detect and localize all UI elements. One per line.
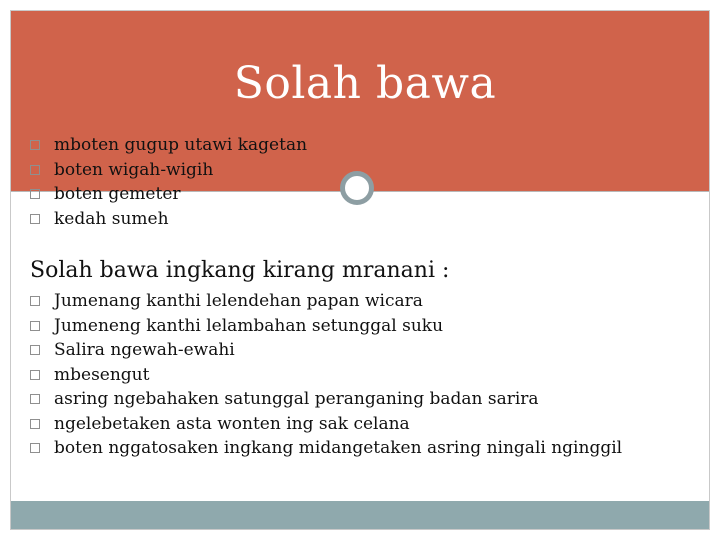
list-item xyxy=(30,436,622,461)
list-item-text: boten gemeter xyxy=(54,184,181,205)
list-item xyxy=(30,133,307,158)
checkbox-square-icon xyxy=(30,296,40,306)
list-item xyxy=(30,182,307,207)
bottom-bullet-list xyxy=(30,289,622,461)
section-heading: Solah bawa ingkang kirang mranani : xyxy=(30,258,450,283)
list-item xyxy=(30,314,622,339)
top-bullet-list xyxy=(30,133,307,231)
checkbox-square-icon xyxy=(30,189,40,199)
list-item-text: Salira ngewah-ewahi xyxy=(54,340,235,361)
list-item-text: kedah sumeh xyxy=(54,208,169,229)
list-item-text: ngelebetaken asta wonten ing sak celana xyxy=(54,413,410,434)
list-item-text: boten wigah-wigih xyxy=(54,159,214,180)
checkbox-square-icon xyxy=(30,345,40,355)
list-item xyxy=(30,363,622,388)
checkbox-square-icon xyxy=(30,214,40,224)
list-item xyxy=(30,412,622,437)
divider-circle-icon xyxy=(340,171,374,205)
slide-title: Solah bawa xyxy=(233,58,497,109)
checkbox-square-icon xyxy=(30,370,40,380)
list-item-text: Jumenang kanthi lelendehan papan wicara xyxy=(54,291,423,312)
list-item xyxy=(30,387,622,412)
list-item-text: mbesengut xyxy=(54,364,150,385)
checkbox-square-icon xyxy=(30,165,40,175)
checkbox-square-icon xyxy=(30,419,40,429)
list-item-text: mboten gugup utawi kagetan xyxy=(54,135,308,156)
checkbox-square-icon xyxy=(30,140,40,150)
checkbox-square-icon xyxy=(30,321,40,331)
list-item xyxy=(30,338,622,363)
list-item xyxy=(30,289,622,314)
list-item-text: boten nggatosaken ingkang midangetaken asring ningali nginggil xyxy=(54,438,623,459)
list-item-text: Jumeneng kanthi lelambahan setunggal suku xyxy=(54,315,444,336)
list-item-text: asring ngebahaken satunggal peranganing badan sarira xyxy=(54,389,539,410)
checkbox-square-icon xyxy=(30,443,40,453)
list-item xyxy=(30,158,307,183)
footer-band xyxy=(11,501,709,529)
checkbox-square-icon xyxy=(30,394,40,404)
list-item xyxy=(30,207,307,232)
